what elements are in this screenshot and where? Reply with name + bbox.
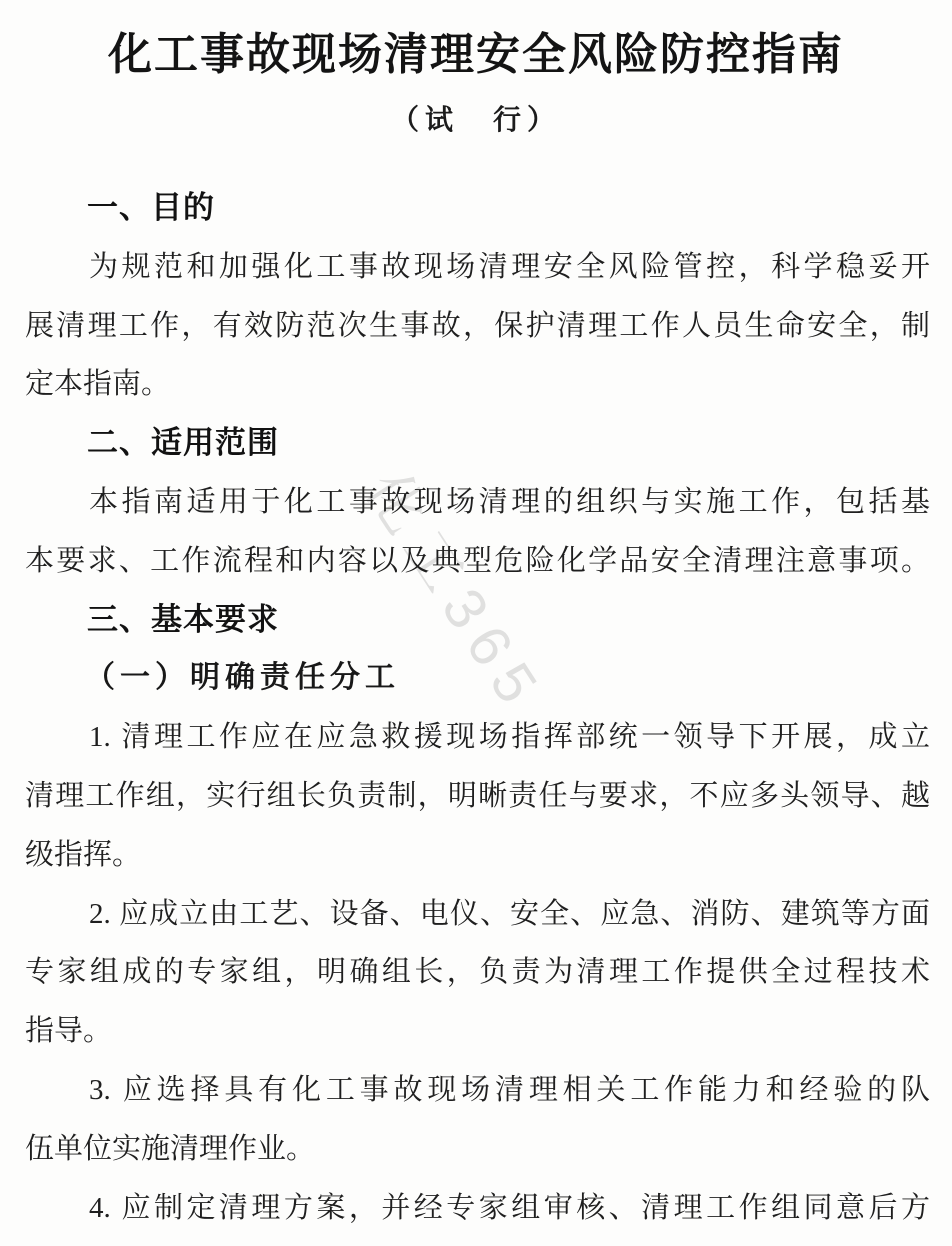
list-item-2-line: 专家组成的专家组，明确组长，负责为清理工作提供全过程技术 xyxy=(25,956,930,989)
paragraph-line: 本要求、工作流程和内容以及典型危险化学品安全清理注意事项。 xyxy=(25,544,930,577)
list-item-3-line: 伍单位实施清理作业。 xyxy=(25,1132,316,1165)
list-item-2-line: 指导。 xyxy=(25,1015,113,1048)
document-body xyxy=(25,179,930,1237)
document-title: 化工事故现场清理安全风险防控指南 xyxy=(108,30,844,79)
paragraph-line: 为规范和加强化工事故现场清理安全风险管控，科学稳妥开 xyxy=(89,250,930,283)
list-item-1-line: 清理工作组，实行组长负责制，明晰责任与要求，不应多头领导、越 xyxy=(25,779,930,812)
document-subtitle: （试 行） xyxy=(390,105,561,136)
list-item-2-line: 2. 应成立由工艺、设备、电仪、安全、应急、消防、建筑等方面 xyxy=(89,897,930,930)
subsection-heading-responsibility: （一）明确责任分工 xyxy=(85,661,400,695)
list-item-3-line: 3. 应选择具有化工事故现场清理相关工作能力和经验的队 xyxy=(89,1073,930,1106)
section-heading-basic-requirements: 三、基本要求 xyxy=(87,601,279,637)
section-heading-scope: 二、适用范围 xyxy=(87,425,279,461)
list-item-4-line: 4. 应制定清理方案，并经专家组审核、清理工作组同意后方 xyxy=(89,1191,930,1224)
watermark-text: 化工365 xyxy=(352,460,556,725)
list-item-1-line: 级指挥。 xyxy=(25,838,142,871)
paragraph-line: 定本指南。 xyxy=(25,368,171,401)
list-item-1-line: 1. 清理工作应在应急救援现场指挥部统一领导下开展，成立 xyxy=(89,721,930,754)
paragraph-line: 展清理工作，有效防范次生事故，保护清理工作人员生命安全，制 xyxy=(25,309,930,342)
section-heading-purpose: 一、目的 xyxy=(87,190,215,225)
paragraph-line: 本指南适用于化工事故现场清理的组织与实施工作，包括基 xyxy=(89,485,930,518)
